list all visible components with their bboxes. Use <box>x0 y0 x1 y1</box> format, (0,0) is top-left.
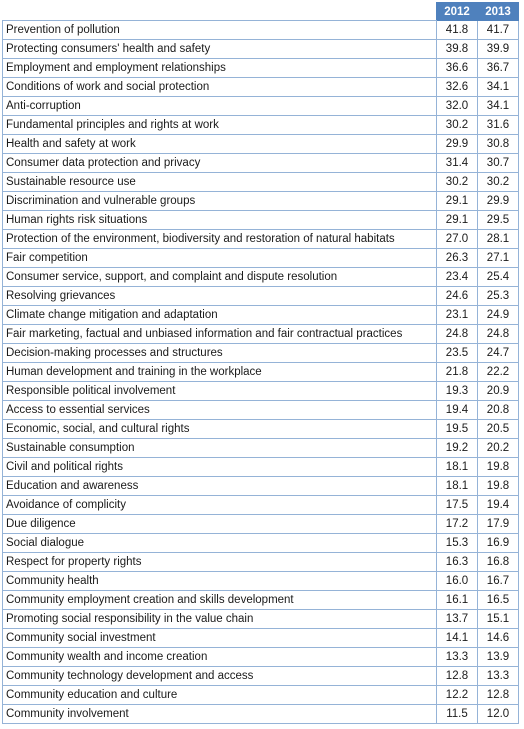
value-2012: 16.1 <box>437 591 478 610</box>
value-2013: 30.7 <box>478 154 519 173</box>
row-label: Fair marketing, factual and unbiased information and fair contractual practices <box>3 325 437 344</box>
header-label-column <box>3 3 437 21</box>
table-row <box>3 97 519 116</box>
value-2012: 30.2 <box>437 173 478 192</box>
table-row <box>3 135 519 154</box>
table-row <box>3 553 519 572</box>
header-2013: 2013 <box>478 3 519 21</box>
table-row <box>3 230 519 249</box>
row-label: Anti-corruption <box>3 97 437 116</box>
value-2012: 23.5 <box>437 344 478 363</box>
table-row <box>3 534 519 553</box>
table-row <box>3 382 519 401</box>
value-2013: 24.7 <box>478 344 519 363</box>
value-2012: 24.6 <box>437 287 478 306</box>
value-2013: 20.8 <box>478 401 519 420</box>
table-row <box>3 287 519 306</box>
value-2012: 18.1 <box>437 458 478 477</box>
table-row <box>3 496 519 515</box>
row-label: Responsible political involvement <box>3 382 437 401</box>
table-row <box>3 249 519 268</box>
row-label: Health and safety at work <box>3 135 437 154</box>
value-2013: 20.5 <box>478 420 519 439</box>
table-header <box>3 3 519 21</box>
table-row <box>3 363 519 382</box>
value-2013: 31.6 <box>478 116 519 135</box>
value-2012: 30.2 <box>437 116 478 135</box>
table-row <box>3 401 519 420</box>
row-label: Fundamental principles and rights at work <box>3 116 437 135</box>
table-row <box>3 192 519 211</box>
table-row <box>3 572 519 591</box>
value-2013: 30.2 <box>478 173 519 192</box>
row-label: Community involvement <box>3 705 437 724</box>
value-2013: 39.9 <box>478 40 519 59</box>
value-2012: 23.1 <box>437 306 478 325</box>
value-2013: 17.9 <box>478 515 519 534</box>
row-label: Economic, social, and cultural rights <box>3 420 437 439</box>
row-label: Avoidance of complicity <box>3 496 437 515</box>
value-2013: 28.1 <box>478 230 519 249</box>
value-2013: 19.8 <box>478 458 519 477</box>
row-label: Community wealth and income creation <box>3 648 437 667</box>
table-row <box>3 420 519 439</box>
row-label: Social dialogue <box>3 534 437 553</box>
value-2012: 29.9 <box>437 135 478 154</box>
table-row <box>3 648 519 667</box>
value-2012: 16.0 <box>437 572 478 591</box>
row-label: Fair competition <box>3 249 437 268</box>
value-2012: 18.1 <box>437 477 478 496</box>
table-row <box>3 667 519 686</box>
table-row <box>3 306 519 325</box>
value-2012: 26.3 <box>437 249 478 268</box>
value-2012: 17.5 <box>437 496 478 515</box>
row-label: Climate change mitigation and adaptation <box>3 306 437 325</box>
value-2013: 13.3 <box>478 667 519 686</box>
value-2013: 27.1 <box>478 249 519 268</box>
value-2013: 19.4 <box>478 496 519 515</box>
row-label: Community health <box>3 572 437 591</box>
value-2013: 20.9 <box>478 382 519 401</box>
value-2013: 36.7 <box>478 59 519 78</box>
value-2012: 29.1 <box>437 192 478 211</box>
value-2013: 29.9 <box>478 192 519 211</box>
table-row <box>3 344 519 363</box>
value-2012: 19.4 <box>437 401 478 420</box>
value-2013: 16.5 <box>478 591 519 610</box>
row-label: Respect for property rights <box>3 553 437 572</box>
value-2012: 16.3 <box>437 553 478 572</box>
row-label: Resolving grievances <box>3 287 437 306</box>
row-label: Prevention of pollution <box>3 21 437 40</box>
row-label: Employment and employment relationships <box>3 59 437 78</box>
row-label: Community social investment <box>3 629 437 648</box>
value-2012: 19.3 <box>437 382 478 401</box>
row-label: Consumer service, support, and complaint and dispute resolution <box>3 268 437 287</box>
value-2013: 12.8 <box>478 686 519 705</box>
row-label: Sustainable consumption <box>3 439 437 458</box>
header-2012: 2012 <box>437 3 478 21</box>
value-2013: 20.2 <box>478 439 519 458</box>
table-row <box>3 705 519 724</box>
table-row <box>3 686 519 705</box>
value-2012: 11.5 <box>437 705 478 724</box>
value-2013: 16.7 <box>478 572 519 591</box>
table-row <box>3 173 519 192</box>
header-row <box>3 3 519 21</box>
value-2013: 16.8 <box>478 553 519 572</box>
value-2013: 19.8 <box>478 477 519 496</box>
value-2012: 17.2 <box>437 515 478 534</box>
table-row <box>3 477 519 496</box>
row-label: Sustainable resource use <box>3 173 437 192</box>
table-row <box>3 40 519 59</box>
table-row <box>3 21 519 40</box>
row-label: Protection of the environment, biodiversity and restoration of natural habitats <box>3 230 437 249</box>
table-row <box>3 610 519 629</box>
table-row <box>3 154 519 173</box>
value-2012: 36.6 <box>437 59 478 78</box>
table-row <box>3 268 519 287</box>
value-2013: 41.7 <box>478 21 519 40</box>
row-label: Education and awareness <box>3 477 437 496</box>
value-2013: 25.4 <box>478 268 519 287</box>
row-label: Community technology development and access <box>3 667 437 686</box>
value-2012: 12.8 <box>437 667 478 686</box>
value-2012: 23.4 <box>437 268 478 287</box>
value-2013: 24.8 <box>478 325 519 344</box>
row-label: Consumer data protection and privacy <box>3 154 437 173</box>
row-label: Due diligence <box>3 515 437 534</box>
row-label: Human development and training in the workplace <box>3 363 437 382</box>
table-body <box>3 21 519 724</box>
row-label: Community education and culture <box>3 686 437 705</box>
table-container <box>2 2 519 724</box>
table-row <box>3 458 519 477</box>
value-2012: 32.0 <box>437 97 478 116</box>
row-label: Decision-making processes and structures <box>3 344 437 363</box>
value-2012: 27.0 <box>437 230 478 249</box>
data-table <box>2 2 519 724</box>
value-2013: 24.9 <box>478 306 519 325</box>
value-2012: 21.8 <box>437 363 478 382</box>
table-row <box>3 116 519 135</box>
value-2012: 12.2 <box>437 686 478 705</box>
value-2013: 16.9 <box>478 534 519 553</box>
row-label: Protecting consumers' health and safety <box>3 40 437 59</box>
value-2012: 14.1 <box>437 629 478 648</box>
table-row <box>3 439 519 458</box>
value-2012: 41.8 <box>437 21 478 40</box>
row-label: Promoting social responsibility in the value chain <box>3 610 437 629</box>
row-label: Conditions of work and social protection <box>3 78 437 97</box>
table-row <box>3 629 519 648</box>
row-label: Community employment creation and skills development <box>3 591 437 610</box>
table-row <box>3 211 519 230</box>
table-row <box>3 325 519 344</box>
value-2013: 22.2 <box>478 363 519 382</box>
value-2012: 13.3 <box>437 648 478 667</box>
table-row <box>3 78 519 97</box>
value-2012: 13.7 <box>437 610 478 629</box>
value-2013: 30.8 <box>478 135 519 154</box>
row-label: Access to essential services <box>3 401 437 420</box>
table-row <box>3 515 519 534</box>
row-label: Civil and political rights <box>3 458 437 477</box>
value-2013: 34.1 <box>478 97 519 116</box>
value-2013: 13.9 <box>478 648 519 667</box>
value-2012: 24.8 <box>437 325 478 344</box>
value-2013: 12.0 <box>478 705 519 724</box>
value-2012: 39.8 <box>437 40 478 59</box>
value-2012: 19.2 <box>437 439 478 458</box>
table-row <box>3 591 519 610</box>
value-2013: 25.3 <box>478 287 519 306</box>
value-2012: 29.1 <box>437 211 478 230</box>
value-2012: 31.4 <box>437 154 478 173</box>
value-2012: 32.6 <box>437 78 478 97</box>
value-2012: 15.3 <box>437 534 478 553</box>
value-2012: 19.5 <box>437 420 478 439</box>
value-2013: 34.1 <box>478 78 519 97</box>
value-2013: 15.1 <box>478 610 519 629</box>
row-label: Human rights risk situations <box>3 211 437 230</box>
value-2013: 29.5 <box>478 211 519 230</box>
row-label: Discrimination and vulnerable groups <box>3 192 437 211</box>
value-2013: 14.6 <box>478 629 519 648</box>
table-row <box>3 59 519 78</box>
